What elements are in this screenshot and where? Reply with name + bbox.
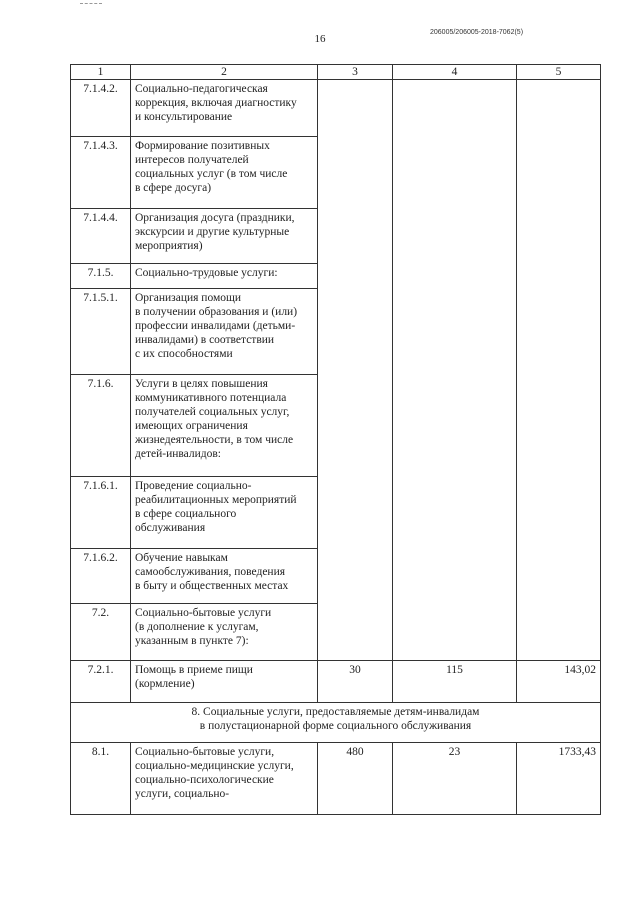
row-description: Социально-трудовые услуги: — [131, 264, 318, 289]
cell-value: 23 — [393, 743, 517, 815]
cell-value: 480 — [318, 743, 393, 815]
empty-cell — [517, 80, 601, 661]
cell-value: 143,02 — [517, 661, 601, 703]
section-heading: 8. Социальные услуги, предоставляемые детям-инвалидам в полустационарной форме социального обслуживания — [71, 703, 601, 743]
row-description: Помощь в приеме пищи (кормление) — [131, 661, 318, 703]
column-header: 3 — [318, 65, 393, 80]
table-row — [71, 743, 601, 815]
row-number: 8.1. — [71, 743, 131, 815]
cell-value: 115 — [393, 661, 517, 703]
scan-artifact — [80, 3, 102, 5]
row-number: 7.1.5. — [71, 264, 131, 289]
row-number: 7.1.6.2. — [71, 549, 131, 604]
table-row — [71, 661, 601, 703]
row-description: Обучение навыкам самообслуживания, поведения в быту и общественных местах — [131, 549, 318, 604]
row-number: 7.1.4.4. — [71, 209, 131, 264]
row-description: Формирование позитивных интересов получателей социальных услуг (в том числе в сфере досуга) — [131, 137, 318, 209]
row-number: 7.2.1. — [71, 661, 131, 703]
document-id: 206005/206005-2018-7062(5) — [430, 29, 524, 36]
page-number: 16 — [314, 33, 326, 45]
table-row — [71, 80, 601, 137]
column-header: 2 — [131, 65, 318, 80]
empty-cell — [318, 80, 393, 661]
row-description: Услуги в целях повышения коммуникативного потенциала получателей социальных услуг, имеющих ограничения жизнедеятельности, в том числе детей-инвалидов: — [131, 375, 318, 477]
row-description: Организация помощи в получении образования и (или) профессии инвалидами (детьми- инвалидами) в соответствии с их способностями — [131, 289, 318, 375]
column-header: 5 — [517, 65, 601, 80]
row-number: 7.1.6.1. — [71, 477, 131, 549]
services-table — [70, 64, 601, 815]
row-description: Социально-бытовые услуги, социально-медицинские услуги, социально-психологические услуги, социально- — [131, 743, 318, 815]
column-header: 4 — [393, 65, 517, 80]
row-number: 7.1.4.3. — [71, 137, 131, 209]
row-description: Проведение социально- реабилитационных мероприятий в сфере социального обслуживания — [131, 477, 318, 549]
cell-value: 1733,43 — [517, 743, 601, 815]
empty-cell — [393, 80, 517, 661]
row-number: 7.1.4.2. — [71, 80, 131, 137]
row-description: Социально-педагогическая коррекция, включая диагностику и консультирование — [131, 80, 318, 137]
row-description: Организация досуга (праздники, экскурсии и другие культурные мероприятия) — [131, 209, 318, 264]
row-number: 7.2. — [71, 604, 131, 661]
table-header-row — [71, 65, 601, 80]
row-number: 7.1.5.1. — [71, 289, 131, 375]
section-heading-row — [71, 703, 601, 743]
column-header: 1 — [71, 65, 131, 80]
row-description: Социально-бытовые услуги (в дополнение к услугам, указанным в пункте 7): — [131, 604, 318, 661]
cell-value: 30 — [318, 661, 393, 703]
row-number: 7.1.6. — [71, 375, 131, 477]
